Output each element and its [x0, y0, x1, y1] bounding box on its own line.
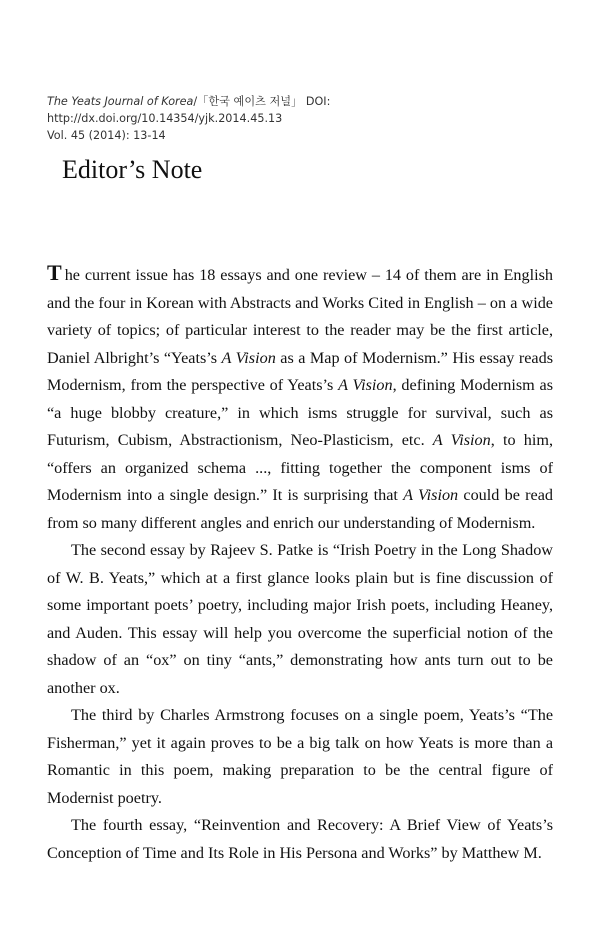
italic-title: A Vision [338, 376, 393, 394]
journal-korean-title: /「한국 예이츠 저널」 [193, 95, 303, 108]
article-body [47, 262, 553, 867]
doi-link[interactable]: DOI: http://dx.doi.org/10.14354/yjk.2014.45.13 [47, 95, 331, 125]
text-run: could be read from so many different angles and enrich our understanding of Modernism. [47, 486, 553, 532]
text-run: he current issue has 18 essays and one review – 14 of them are in English and the four in Korean with Abstracts and Works Cited in English – on a wide variety of topics; of particular interest to the reader may be the first article, Daniel Albright’s “Yeats’s [47, 266, 553, 367]
journal-header [47, 93, 567, 144]
citation-line [47, 93, 567, 127]
paragraph-4: The fourth essay, “Reinvention and Recovery: A Brief View of Yeats’s Conception of Time and Its Role in His Persona and Works” by Matthew M. [47, 816, 553, 862]
volume-info: Vol. 45 (2014): 13-14 [47, 129, 166, 142]
page-title: Editor’s Note [62, 155, 203, 184]
text-run: as a Map of Modernism.” His essay reads Modernism, from the perspective of Yeats’s [47, 348, 553, 394]
journal-title: The Yeats Journal of Korea [47, 95, 194, 108]
text-run: , to him, “offers an organized schema ..., fitting together the component isms of Modernism into a single design.” It is surprising that [47, 431, 553, 504]
drop-cap: T [47, 260, 62, 285]
italic-title: A Vision [403, 486, 459, 504]
paragraph-2: The second essay by Rajeev S. Patke is “Irish Poetry in the Long Shadow of W. B. Yeats,” which at a first glance looks plain but is fine discussion of some important poets’ poetry, including major Irish poets, including Heaney, and Auden. This essay will help you overcome the superficial notion of the shadow of an “ox” on tiny “ants,” demonstrating how ants turn out to be another ox. [47, 541, 553, 697]
italic-title: A Vision [221, 348, 276, 367]
paragraph-3: The third by Charles Armstrong focuses on a single poem, Yeats’s “The Fisherman,” yet it again proves to be a big talk on how Yeats is more than a Romantic in this poem, making preparation to be the central figure of Modernist poetry. [47, 706, 553, 807]
italic-title: A Vision [432, 431, 491, 449]
paragraph-1 [47, 262, 553, 537]
text-run: , defining Modernism as “a huge blobby creature,” in which isms struggle for survival, such as Futurism, Cubism, Abstractionism, Neo-Plasticism, etc. [47, 376, 554, 449]
